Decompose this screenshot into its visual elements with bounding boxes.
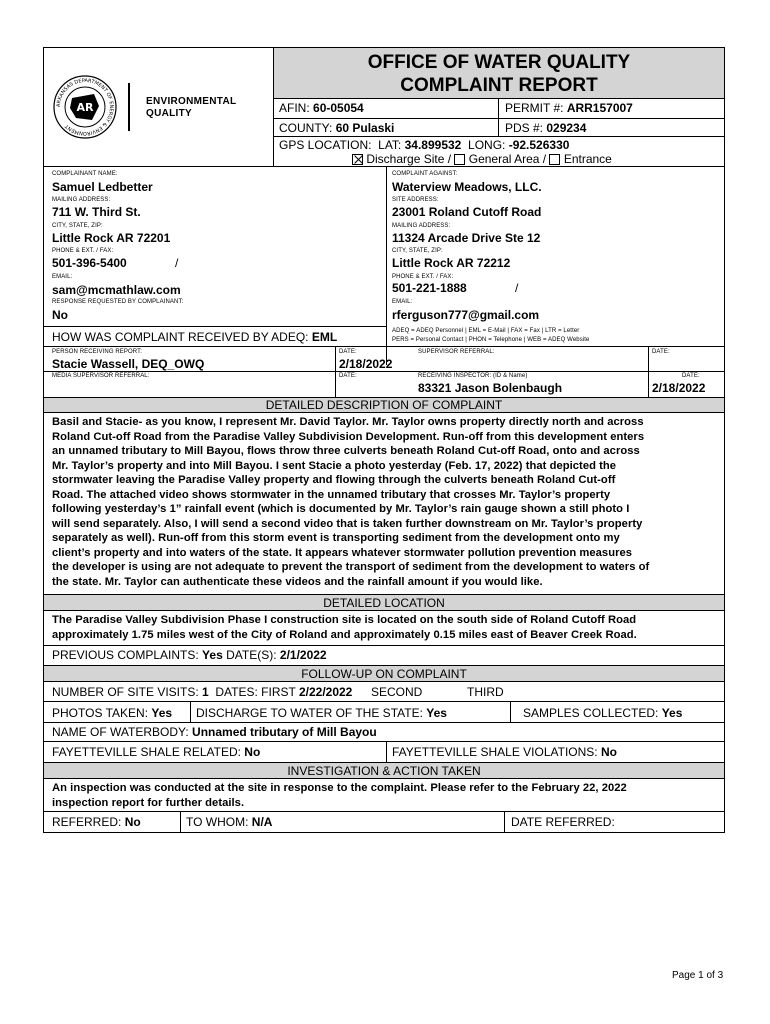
discharge-to-water: DISCHARGE TO WATER OF THE STATE: Yes — [196, 706, 447, 720]
person-receiving: Stacie Wassell, DEQ_OWQ — [52, 357, 205, 371]
shale-related-value: No — [244, 745, 261, 759]
pds-value: 029234 — [546, 121, 587, 135]
referred-to: TO WHOM: N/A — [186, 815, 273, 829]
against-csz: Little Rock AR 72212 — [392, 256, 511, 270]
lat-value: 34.899532 — [404, 138, 462, 152]
shale-violations-value: No — [600, 745, 617, 759]
complainant-name-label: COMPLAINANT NAME: — [52, 171, 118, 177]
receiving-inspector: 83321 Jason Bolenbaugh — [418, 381, 563, 395]
discharge-site-checkbox[interactable] — [352, 154, 363, 165]
third-visit-label: THIRD — [467, 685, 504, 699]
against-mailing-label: MAILING ADDRESS: — [392, 223, 451, 229]
complainant-fax-separator: / — [175, 256, 179, 270]
waterbody-name: NAME OF WATERBODY: Unnamed tributary of Mill Bayou — [52, 725, 377, 739]
received-date: 2/18/2022 — [339, 357, 393, 371]
org-name-line2: QUALITY — [146, 108, 192, 119]
against-label: COMPLAINT AGAINST: — [392, 171, 458, 177]
photos-taken-value: Yes — [151, 706, 173, 720]
media-supervisor-label: MEDIA SUPERVISOR REFERRAL: — [52, 373, 150, 379]
supervisor-referral-label: SUPERVISOR REFERRAL: — [418, 349, 495, 355]
entrance-checkbox[interactable] — [549, 154, 560, 165]
against-phone: 501-221-1888 — [392, 281, 467, 295]
referred-to-value: N/A — [251, 815, 273, 829]
description-text: Basil and Stacie- as you know, I represent Mr. David Taylor. Mr. Taylor owns property directly north and across Roland Cut-off Road from the Paradise Valley Subdivision Development. Run-off from this development enters an unnamed tributary to Mill Bayou, flows throw three culverts beneath Roland Cut-off Road, onto and across Mr. Taylor’s property and into Mill Bayou. I sent Stacie a photo yesterday (Feb. 17, 2022) that depicted the stormwater leaving the Paradise Valley property and flowing through the culverts beneath Roland Cut-off Road. The attached video shows stormwater in the unnamed tributary that crosses Mr. Taylor’s property following yesterday’s 1” rainfall event (which is documented by Mr. Taylor’s rain gauge shown a still photo I will send separately. Also, I will send a second video that is taken further downstream on Mr. Taylor’s property separately as well). Run-off from this storm event is transporting sediment from the development onto my client’s property and into waters of the state. It appears whatever stormwater pollution prevention measures the developer is using are not adequate to prevent the transport of sediment from the development to waters of the state. Mr. Taylor can authenticate these videos and the rainfall amount if you would like. — [52, 416, 650, 588]
site-visits-value: 1 — [202, 685, 209, 699]
shale-related: FAYETTEVILLE SHALE RELATED: No — [52, 745, 261, 759]
location-text: The Paradise Valley Subdivision Phase I construction site is located on the south side of Roland Cutoff Road approximately 1.75 miles west of the City of Roland and approximately 0.15 miles east of Beaver Creek Road. — [52, 614, 637, 641]
long-value: -92.526330 — [508, 138, 570, 152]
receiving-inspector-label: RECEIVING INSPECTOR: (ID & Name) — [418, 373, 528, 379]
method-legend-line1: ADEQ = ADEQ Personnel | EML = E-Mail | FAX = Fax | LTR = Letter — [392, 328, 580, 334]
previous-dates-value: 2/1/2022 — [279, 648, 327, 662]
inspector-date-label: DATE: — [682, 373, 700, 379]
samples-collected: SAMPLES COLLECTED: Yes — [523, 706, 683, 720]
against-name: Waterview Meadows, LLC. — [392, 180, 542, 194]
shale-violations: FAYETTEVILLE SHALE VIOLATIONS: No — [392, 745, 617, 759]
description-heading: DETAILED DESCRIPTION OF COMPLAINT — [265, 398, 503, 412]
site-visits: NUMBER OF SITE VISITS: 1 DATES: FIRST 2/22/2022 — [52, 685, 353, 699]
against-csz-label: CITY, STATE, ZIP: — [392, 248, 443, 254]
referred: REFERRED: No — [52, 815, 141, 829]
complainant-phone: 501-396-5400 — [52, 256, 127, 270]
investigation-text: An inspection was conducted at the site in response to the complaint. Please refer to the February 22, 2022 inspection report for further details. — [52, 782, 627, 809]
received-method: HOW WAS COMPLAINT RECEIVED BY ADEQ: EML — [52, 330, 338, 344]
followup-heading: FOLLOW-UP ON COMPLAINT — [301, 667, 467, 681]
page-number: Page 1 of 3 — [672, 970, 724, 981]
complainant-address: 711 W. Third St. — [52, 205, 141, 219]
media-date-label: DATE: — [339, 373, 357, 379]
complainant-email-label: EMAIL: — [52, 274, 73, 280]
site-type-options: Discharge Site / General Area / Entrance — [352, 152, 612, 166]
gps-location: GPS LOCATION: LAT: 34.899532 LONG: -92.526330 — [279, 138, 570, 152]
location-heading: DETAILED LOCATION — [323, 596, 445, 610]
complainant-csz: Little Rock AR 72201 — [52, 231, 171, 245]
previous-complaints-value: Yes — [202, 648, 223, 662]
site-address-label: SITE ADDRESS: — [392, 197, 439, 203]
method-legend-line2: PERS = Personal Contact | PHON = Telephone | WEB = ADEQ Website — [392, 337, 590, 343]
against-fax-separator: / — [515, 281, 519, 295]
supervisor-date-label: DATE: — [652, 349, 670, 355]
against-email: rferguson777@gmail.com — [392, 308, 540, 322]
referred-value: No — [124, 815, 141, 829]
afin-value: 60-05054 — [313, 101, 364, 115]
photos-taken: PHOTOS TAKEN: Yes — [52, 706, 173, 720]
received-method-value: EML — [311, 330, 338, 344]
permit-field: PERMIT #: ARR157007 — [505, 101, 633, 115]
org-name-line1: ENVIRONMENTAL — [146, 96, 237, 107]
complainant-csz-label: CITY, STATE, ZIP: — [52, 223, 103, 229]
against-phone-label: PHONE & EXT. / FAX: — [392, 274, 454, 280]
samples-value: Yes — [661, 706, 683, 720]
seal-text: ARKANSAS DEPARTMENT OF ENERGY & ENVIRONMENT — [55, 77, 115, 137]
discharge-value: Yes — [426, 706, 447, 720]
received-date-label: DATE: — [339, 349, 357, 355]
against-mailing: 11324 Arcade Drive Ste 12 — [392, 231, 541, 245]
response-requested-label: RESPONSE REQUESTED BY COMPLAINANT: — [52, 299, 184, 305]
report-title-line1: OFFICE OF WATER QUALITY — [367, 52, 631, 73]
complainant-name: Samuel Ledbetter — [52, 180, 153, 194]
complainant-address-label: MAILING ADDRESS: — [52, 197, 111, 203]
investigation-heading: INVESTIGATION & ACTION TAKEN — [287, 764, 481, 778]
previous-complaints: PREVIOUS COMPLAINTS: Yes DATE(S): 2/1/2022 — [52, 648, 327, 662]
against-email-label: EMAIL: — [392, 299, 413, 305]
complainant-phone-label: PHONE & EXT. / FAX: — [52, 248, 114, 254]
pds-field: PDS #: 029234 — [505, 121, 587, 135]
county-value: 60 Pulaski — [335, 121, 395, 135]
report-title-line2: COMPLAINT REPORT — [400, 75, 598, 96]
afin-field: AFIN: 60-05054 — [279, 101, 364, 115]
date-referred-label: DATE REFERRED: — [511, 815, 615, 829]
person-receiving-label: PERSON RECEIVING REPORT: — [52, 349, 142, 355]
second-visit-label: SECOND — [371, 685, 423, 699]
permit-value: ARR157007 — [566, 101, 633, 115]
first-visit-date: 2/22/2022 — [298, 685, 353, 699]
svg-text:AR: AR — [76, 101, 94, 114]
site-address: 23001 Roland Cutoff Road — [392, 205, 542, 219]
waterbody-value: Unnamed tributary of Mill Bayou — [192, 725, 377, 739]
response-requested: No — [52, 308, 68, 322]
inspector-date: 2/18/2022 — [652, 381, 706, 395]
county-field: COUNTY: 60 Pulaski — [279, 121, 395, 135]
complainant-email: sam@mcmathlaw.com — [52, 283, 181, 297]
general-area-checkbox[interactable] — [454, 154, 465, 165]
